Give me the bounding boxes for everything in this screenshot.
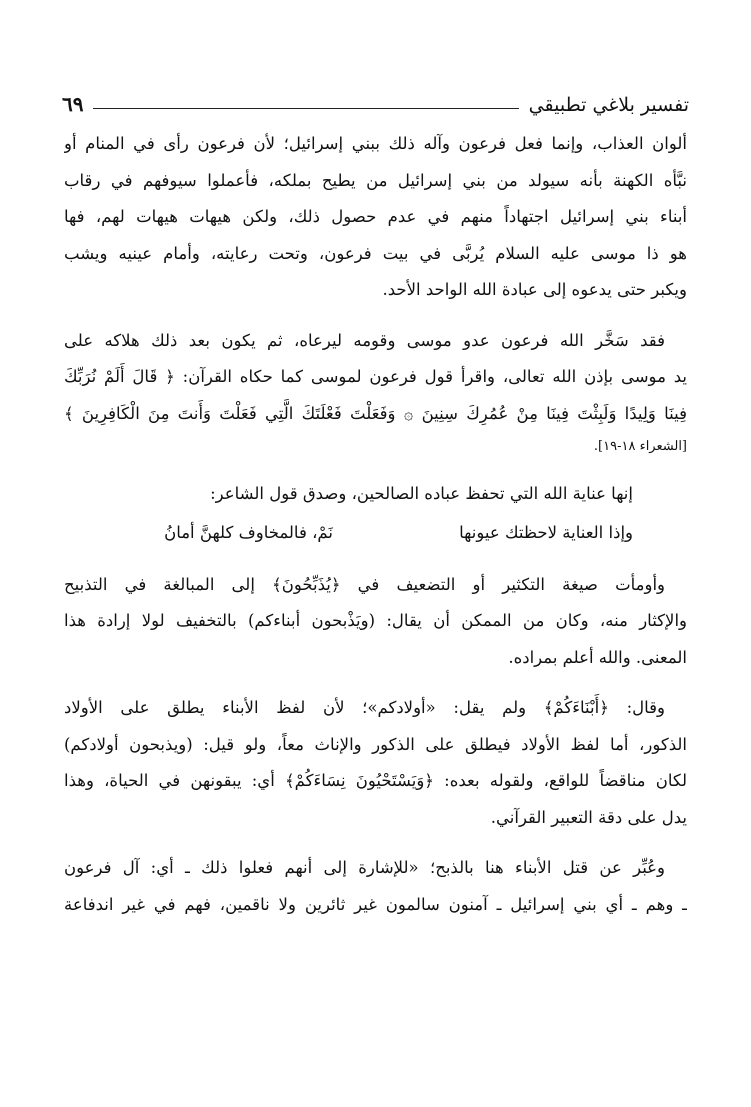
text-line: لكان مناقضاً للواقع، ولقوله بعده: ﴿وَيَسْتَحْيُونَ نِسَاءَكُمْ﴾ أي: يبقونهن في الحياة، وهذا [64, 771, 687, 790]
verse-reference: [الشعراء ١٨-١٩]. [593, 439, 687, 454]
text-line: وعُبِّر عن قتل الأبناء هنا بالذبح؛ «للإشارة إلى أنهم فعلوا ذلك ـ أي: آل فرعون [64, 858, 665, 877]
text-line: وقال: ﴿أَبْنَاءَكُمْ﴾ ولم يقل: «أولادكم»؛ لأن لفظ الأبناء يطلق على الأولاد [64, 698, 665, 717]
header-rule [93, 108, 518, 109]
text-line: المعنى. والله أعلم بمراده. [508, 647, 687, 667]
text-line: ويكبر حتى يدعوه إلى عبادة الله الواحد الأحد. [382, 280, 687, 299]
page-header [62, 88, 689, 116]
running-title: تفسير بلاغي تطبيقي [528, 94, 689, 116]
text-line: يدل على دقة التعبير القرآني. [490, 807, 687, 827]
paragraph-5 [64, 850, 687, 923]
text-line: ـ وهم ـ أي بني إسرائيل ـ آمنون سالمون غير ثائرين ولا ناقمين، فهم في غير اندفاعة [64, 894, 687, 914]
text-line: الذكور، أما لفظ الأولاد فيطلق على الذكور والإناث معاً، ولو قيل: (ويذبحون أولادكم) [64, 734, 687, 754]
text-line: يد موسى بإذن الله تعالى، واقرأ قول فرعون لموسى كما حكاه القرآن: ﴿ قَالَ أَلَمْ نُرَبِّكَ [64, 367, 687, 386]
page-body [64, 126, 687, 923]
text-line: ألوان العذاب، وإنما فعل فرعون وآله ذلك ببني إسرائيل؛ لأن فرعون رأى في المنام أو [64, 134, 687, 153]
poem-first-hemistich: وإذا العناية لاحظتك عيونها [459, 522, 633, 542]
poem-second-hemistich: نَمْ، فالمخاوف كلهنَّ أمانُ [164, 522, 333, 542]
text-line: وأومأت صيغة التكثير أو التضعيف في ﴿يُذَبِّحُونَ﴾ إلى المبالغة في التذبيح [64, 574, 665, 594]
page-number: ٦٩ [62, 92, 84, 116]
text-line: فقد سَخَّر الله فرعون عدو موسى وقومه ليرعاه، ثم يكون بعد ذلك هلاكه على [64, 330, 665, 350]
paragraph-1 [64, 126, 687, 309]
quran-verse-line: فِينَا وَلِيدًا وَلَبِثْتَ فِينَا مِنْ عُمُرِكَ سِنِينَ ۞ وَفَعَلْتَ فَعْلَتَكَ الَّتِي فَعَلْتَ وَأَنتَ مِنَ الْكَافِرِينَ ﴾ [64, 403, 687, 423]
text-line: هو ذا موسى عليه السلام يُربَّى في بيت فرعون، وتحت رعايته، وأمام عينيه ويشب [64, 243, 687, 263]
text-line: نبَّأه الكهنة بأنه سيولد من بني إسرائيل من يطيح بملكه، فأعملوا سيوفهم في رقاب [64, 170, 687, 190]
paragraph-4 [64, 690, 687, 836]
text-line: والإكثار منه، وكان من الممكن أن يقال: (ويَذْبحون أبناءكم) بالتخفيف لولا إرادة هذا [64, 611, 687, 630]
poem-intro: إنها عناية الله التي تحفظ عباده الصالحين، وصدق قول الشاعر: [210, 484, 633, 503]
poem-block [64, 476, 687, 553]
poem-verse [64, 513, 687, 553]
paragraph-3 [64, 567, 687, 677]
paragraph-2 [64, 323, 687, 463]
text-line: أبناء بني إسرائيل اجتهاداً منهم في عدم حصول ذلك، ولكن هيهات هيهات لهم، فها [64, 207, 687, 226]
